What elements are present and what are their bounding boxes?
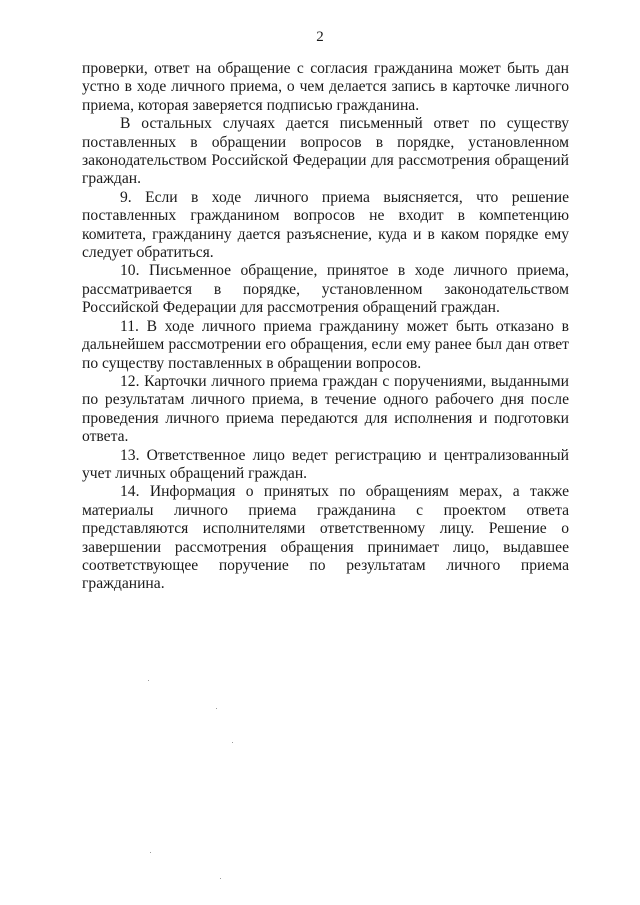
paragraph-item-12: 12. Карточки личного приема граждан с поручениями, выданными по результатам личного приема, в течение одного рабочего дня после проведения личного приема передаются для исполнения и подготовки ответа.	[82, 372, 569, 446]
scan-speck	[150, 852, 151, 853]
paragraph-item-9: 9. Если в ходе личного приема выясняется, что решение поставленных гражданином вопросов не входит в компетенцию комитета, гражданину дается разъяснение, куда и в каком порядке ему следует обратиться.	[82, 188, 569, 262]
paragraph-continuation: проверки, ответ на обращение с согласия гражданина может быть дан устно в ходе личного приема, о чем делается запись в карточке личного приема, которая заверяется подписью гражданина.	[82, 60, 569, 114]
scan-speck	[216, 708, 217, 709]
scan-speck	[220, 878, 221, 879]
paragraph-item-10: 10. Письменное обращение, принятое в ходе личного приема, рассматривается в порядке, установленном законодательством Российской Федерации для рассмотрения обращений граждан.	[82, 262, 569, 317]
paragraph-item-11: 11. В ходе личного приема гражданину может быть отказано в дальнейшем рассмотрении его обращения, если ему ранее был дан ответ по существу поставленных в обращении вопросов.	[82, 317, 569, 372]
scan-speck	[148, 680, 149, 681]
paragraph-item-13: 13. Ответственное лицо ведет регистрацию и централизованный учет личных обращений граждан.	[82, 446, 569, 482]
page-number: 2	[316, 29, 324, 45]
paragraph-item-14: 14. Информация о принятых по обращениям мерах, а также материалы личного приема гражданина с проектом ответа представляются исполнителями ответственному лицу. Решение о завершении рассмотрения обращения принимает лицо, выдавшее соответствующее поручение по результатам личного приема гражданина.	[82, 483, 569, 593]
scan-speck	[232, 742, 233, 743]
document-body	[82, 60, 569, 594]
paragraph-written-answer: В остальных случаях дается письменный ответ по существу поставленных в обращении вопросов в порядке, установленном законодательством Российской Федерации для рассмотрения обращений граждан.	[82, 115, 569, 188]
